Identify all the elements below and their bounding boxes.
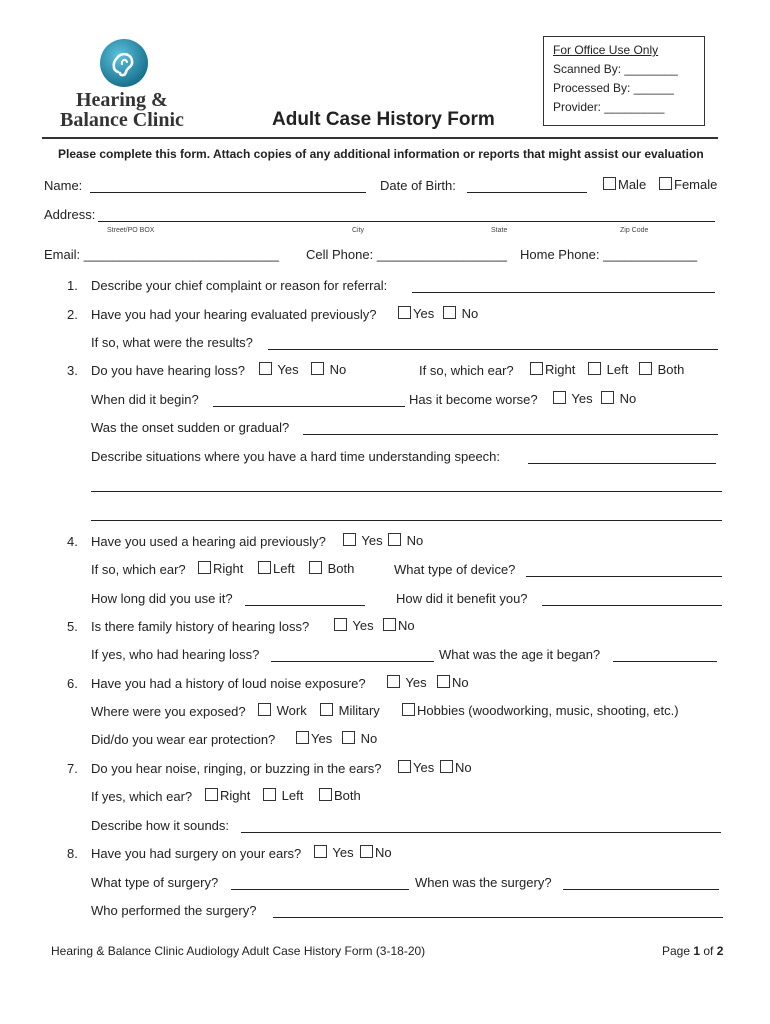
q4-both-checkbox[interactable] [309, 561, 322, 574]
male-label: Male [618, 177, 647, 192]
header-divider [42, 137, 718, 139]
q3-no-option[interactable] [311, 362, 346, 377]
q4-no-label: No [406, 533, 424, 548]
page-number [662, 944, 723, 958]
q7-no-checkbox[interactable] [440, 760, 453, 773]
q4-long-label: How long did you use it? [91, 591, 233, 606]
q1-number: 1. [67, 278, 78, 293]
q6-hobbies-checkbox[interactable] [402, 703, 415, 716]
q3-onset-field[interactable] [303, 434, 718, 435]
female-checkbox[interactable] [659, 177, 672, 190]
q3-left-option[interactable] [588, 362, 628, 377]
office-use-box [543, 36, 705, 126]
q4-ear-label: If so, which ear? [91, 562, 186, 577]
q6-hobbies-label: Hobbies (woodworking, music, shooting, etc.) [417, 703, 679, 718]
q4-right-label: Right [213, 561, 244, 576]
q5-who-field[interactable] [271, 661, 434, 662]
q2-no-label: No [461, 306, 479, 321]
office-heading: For Office Use Only [553, 43, 659, 57]
q2-no-option[interactable] [443, 306, 478, 321]
footer-text: Hearing & Balance Clinic Audiology Adult Case History Form (3-18-20) [51, 944, 426, 958]
q7-both-label: Both [334, 788, 361, 803]
q4-left-checkbox[interactable] [258, 561, 271, 574]
q6-military-option[interactable] [320, 703, 380, 718]
q3-situations-line3[interactable] [91, 520, 722, 521]
q8-yes-option[interactable] [314, 845, 354, 860]
q4-number: 4. [67, 534, 78, 549]
q7-right-checkbox[interactable] [205, 788, 218, 801]
q6-work-option[interactable] [258, 703, 307, 718]
q3-left-checkbox[interactable] [588, 362, 601, 375]
q3-yes-label: Yes [277, 362, 299, 377]
provider: Provider: _________ [553, 100, 665, 114]
q2-number: 2. [67, 307, 78, 322]
home-phone-field[interactable]: Home Phone: _____________ [520, 247, 698, 262]
q4-device-label: What type of device? [394, 562, 516, 577]
q7-yes-checkbox[interactable] [398, 760, 411, 773]
logo [60, 36, 200, 132]
q7-left-label: Left [281, 788, 304, 803]
q3-onset-label: Was the onset sudden or gradual? [91, 420, 290, 435]
q3-ear-label: If so, which ear? [419, 363, 514, 378]
q6-protect-yes-label: Yes [311, 731, 333, 746]
q7-both-option[interactable] [319, 788, 361, 803]
male-checkbox[interactable] [603, 177, 616, 190]
q3-yes-option[interactable] [259, 362, 299, 377]
ear-logo-icon [98, 36, 152, 90]
q8-type-field[interactable] [231, 889, 409, 890]
q8-when-label: When was the surgery? [415, 875, 552, 890]
name-field[interactable] [90, 192, 366, 193]
q4-label: Have you used a hearing aid previously? [91, 534, 326, 549]
q2-yes-option[interactable] [398, 306, 434, 321]
q8-no-label: No [375, 845, 392, 860]
street-label: Street/PO BOX [107, 227, 155, 234]
page-mid: of [700, 944, 717, 958]
q8-no-checkbox[interactable] [360, 845, 373, 858]
male-option[interactable] [603, 177, 646, 192]
cell-phone-field[interactable]: Cell Phone: __________________ [306, 247, 507, 262]
dob-field[interactable] [467, 192, 587, 193]
q7-both-checkbox[interactable] [319, 788, 332, 801]
q6-hobbies-option[interactable] [402, 703, 679, 718]
q8-who-field[interactable] [273, 917, 723, 918]
q3-right-label: Right [545, 362, 576, 377]
address-field[interactable] [98, 221, 715, 222]
q7-yes-label: Yes [413, 760, 435, 775]
logo-line2: Balance Clinic [60, 109, 184, 131]
q8-yes-label: Yes [332, 845, 354, 860]
processed-by: Processed By: ______ [553, 81, 674, 95]
page-current: 1 [693, 944, 701, 958]
q6-military-checkbox[interactable] [320, 703, 333, 716]
q3-label: Do you have hearing loss? [91, 363, 245, 378]
page-prefix: Page [662, 944, 694, 958]
q7-label: Do you hear noise, ringing, or buzzing in the ears? [91, 761, 382, 776]
form-title: Adult Case History Form [272, 109, 495, 130]
q4-benefit-field[interactable] [542, 605, 722, 606]
q7-no-label: No [455, 760, 472, 775]
q2-no-checkbox[interactable] [443, 306, 456, 319]
q5-age-field[interactable] [613, 661, 717, 662]
q5-number: 5. [67, 619, 78, 634]
state-label: State [491, 227, 508, 234]
q6-no-option[interactable] [437, 675, 469, 690]
female-option[interactable] [659, 177, 717, 192]
q2-results-label: If so, what were the results? [91, 335, 253, 350]
q8-number: 8. [67, 846, 78, 861]
city-label: City [352, 227, 365, 234]
q4-long-field[interactable] [245, 605, 365, 606]
q3-worse-no-option[interactable] [601, 391, 636, 406]
q6-protect-yes-checkbox[interactable] [296, 731, 309, 744]
q8-label: Have you had surgery on your ears? [91, 846, 302, 861]
q7-sound-field[interactable] [241, 832, 721, 833]
q3-worse-label: Has it become worse? [409, 392, 538, 407]
q4-right-checkbox[interactable] [198, 561, 211, 574]
q3-situations-label: Describe situations where you have a hard time understanding speech: [91, 449, 501, 464]
q6-protect-no-label: No [360, 731, 378, 746]
q4-yes-checkbox[interactable] [343, 533, 356, 546]
q7-sound-label: Describe how it sounds: [91, 818, 230, 833]
q6-protect-label: Did/do you wear ear protection? [91, 732, 276, 747]
q7-no-option[interactable] [440, 760, 472, 775]
q7-left-option[interactable] [263, 788, 303, 803]
q4-yes-label: Yes [361, 533, 383, 548]
q2-yes-label: Yes [413, 306, 435, 321]
q6-protect-no-option[interactable] [342, 731, 377, 746]
q7-right-option[interactable] [205, 788, 250, 803]
q6-protect-no-checkbox[interactable] [342, 731, 355, 744]
q3-both-label: Both [657, 362, 685, 377]
q5-label: Is there family history of hearing loss? [91, 619, 310, 634]
q3-both-checkbox[interactable] [639, 362, 652, 375]
q4-yes-option[interactable] [343, 533, 383, 548]
q6-work-checkbox[interactable] [258, 703, 271, 716]
q3-worse-yes-option[interactable] [553, 391, 593, 406]
q3-left-label: Left [606, 362, 629, 377]
page-total: 2 [716, 944, 724, 958]
q7-ear-label: If yes, which ear? [91, 789, 193, 804]
address-label: Address: [44, 207, 96, 222]
q4-both-option[interactable] [309, 561, 354, 576]
name-label: Name: [44, 178, 83, 193]
q6-no-label: No [452, 675, 469, 690]
q6-yes-option[interactable] [387, 675, 427, 690]
scanned-by: Scanned By: ________ [553, 62, 678, 76]
q3-worse-yes-label: Yes [571, 391, 593, 406]
q3-right-option[interactable] [530, 362, 575, 377]
q5-who-label: If yes, who had hearing loss? [91, 647, 260, 662]
q5-yes-label: Yes [352, 618, 374, 633]
zip-label: Zip Code [620, 227, 649, 234]
q8-type-label: What type of surgery? [91, 875, 219, 890]
q5-no-option[interactable] [383, 618, 415, 633]
q6-no-checkbox[interactable] [437, 675, 450, 688]
q4-left-option[interactable] [258, 561, 295, 576]
q3-worse-yes-checkbox[interactable] [553, 391, 566, 404]
q2-results-field[interactable] [268, 349, 718, 350]
q3-begin-field[interactable] [213, 406, 405, 407]
q7-yes-option[interactable] [398, 760, 434, 775]
q3-worse-no-checkbox[interactable] [601, 391, 614, 404]
q4-no-option[interactable] [388, 533, 423, 548]
q4-right-option[interactable] [198, 561, 243, 576]
q5-no-checkbox[interactable] [383, 618, 396, 631]
q6-yes-label: Yes [405, 675, 427, 690]
q3-right-checkbox[interactable] [530, 362, 543, 375]
female-label: Female [674, 177, 718, 192]
q5-age-label: What was the age it began? [439, 647, 601, 662]
q4-both-label: Both [327, 561, 355, 576]
q3-no-label: No [329, 362, 347, 377]
q5-yes-checkbox[interactable] [334, 618, 347, 631]
q6-where-label: Where were you exposed? [91, 704, 246, 719]
q4-device-field[interactable] [526, 576, 722, 577]
q8-no-option[interactable] [360, 845, 392, 860]
q3-no-checkbox[interactable] [311, 362, 324, 375]
q4-left-label: Left [273, 561, 295, 576]
instructions: Please complete this form. Attach copies of any additional information or reports that might assist our evaluation [58, 147, 704, 161]
q8-who-label: Who performed the surgery? [91, 903, 257, 918]
q6-work-label: Work [276, 703, 307, 718]
q7-right-label: Right [220, 788, 251, 803]
q3-worse-no-label: No [619, 391, 637, 406]
q6-military-label: Military [338, 703, 380, 718]
q3-yes-checkbox[interactable] [259, 362, 272, 375]
q1-label: Describe your chief complaint or reason for referral: [91, 278, 388, 293]
q7-number: 7. [67, 761, 78, 776]
q4-no-checkbox[interactable] [388, 533, 401, 546]
q4-benefit-label: How did it benefit you? [396, 591, 528, 606]
q1-field[interactable] [412, 292, 715, 293]
q3-situations-field[interactable] [528, 463, 716, 464]
q8-yes-checkbox[interactable] [314, 845, 327, 858]
q5-no-label: No [398, 618, 415, 633]
q6-protect-yes-option[interactable] [296, 731, 332, 746]
q2-label: Have you had your hearing evaluated previously? [91, 307, 377, 322]
q3-situations-line2[interactable] [91, 491, 722, 492]
q6-label: Have you had a history of loud noise exposure? [91, 676, 366, 691]
dob-label: Date of Birth: [380, 178, 456, 193]
logo-line1: Hearing & [76, 89, 168, 111]
email-field[interactable]: Email: ___________________________ [44, 247, 279, 262]
q2-yes-checkbox[interactable] [398, 306, 411, 319]
q3-begin-label: When did it begin? [91, 392, 199, 407]
q5-yes-option[interactable] [334, 618, 374, 633]
q6-yes-checkbox[interactable] [387, 675, 400, 688]
q3-both-option[interactable] [639, 362, 684, 377]
q8-when-field[interactable] [563, 889, 719, 890]
q3-number: 3. [67, 363, 78, 378]
q7-left-checkbox[interactable] [263, 788, 276, 801]
q6-number: 6. [67, 676, 78, 691]
